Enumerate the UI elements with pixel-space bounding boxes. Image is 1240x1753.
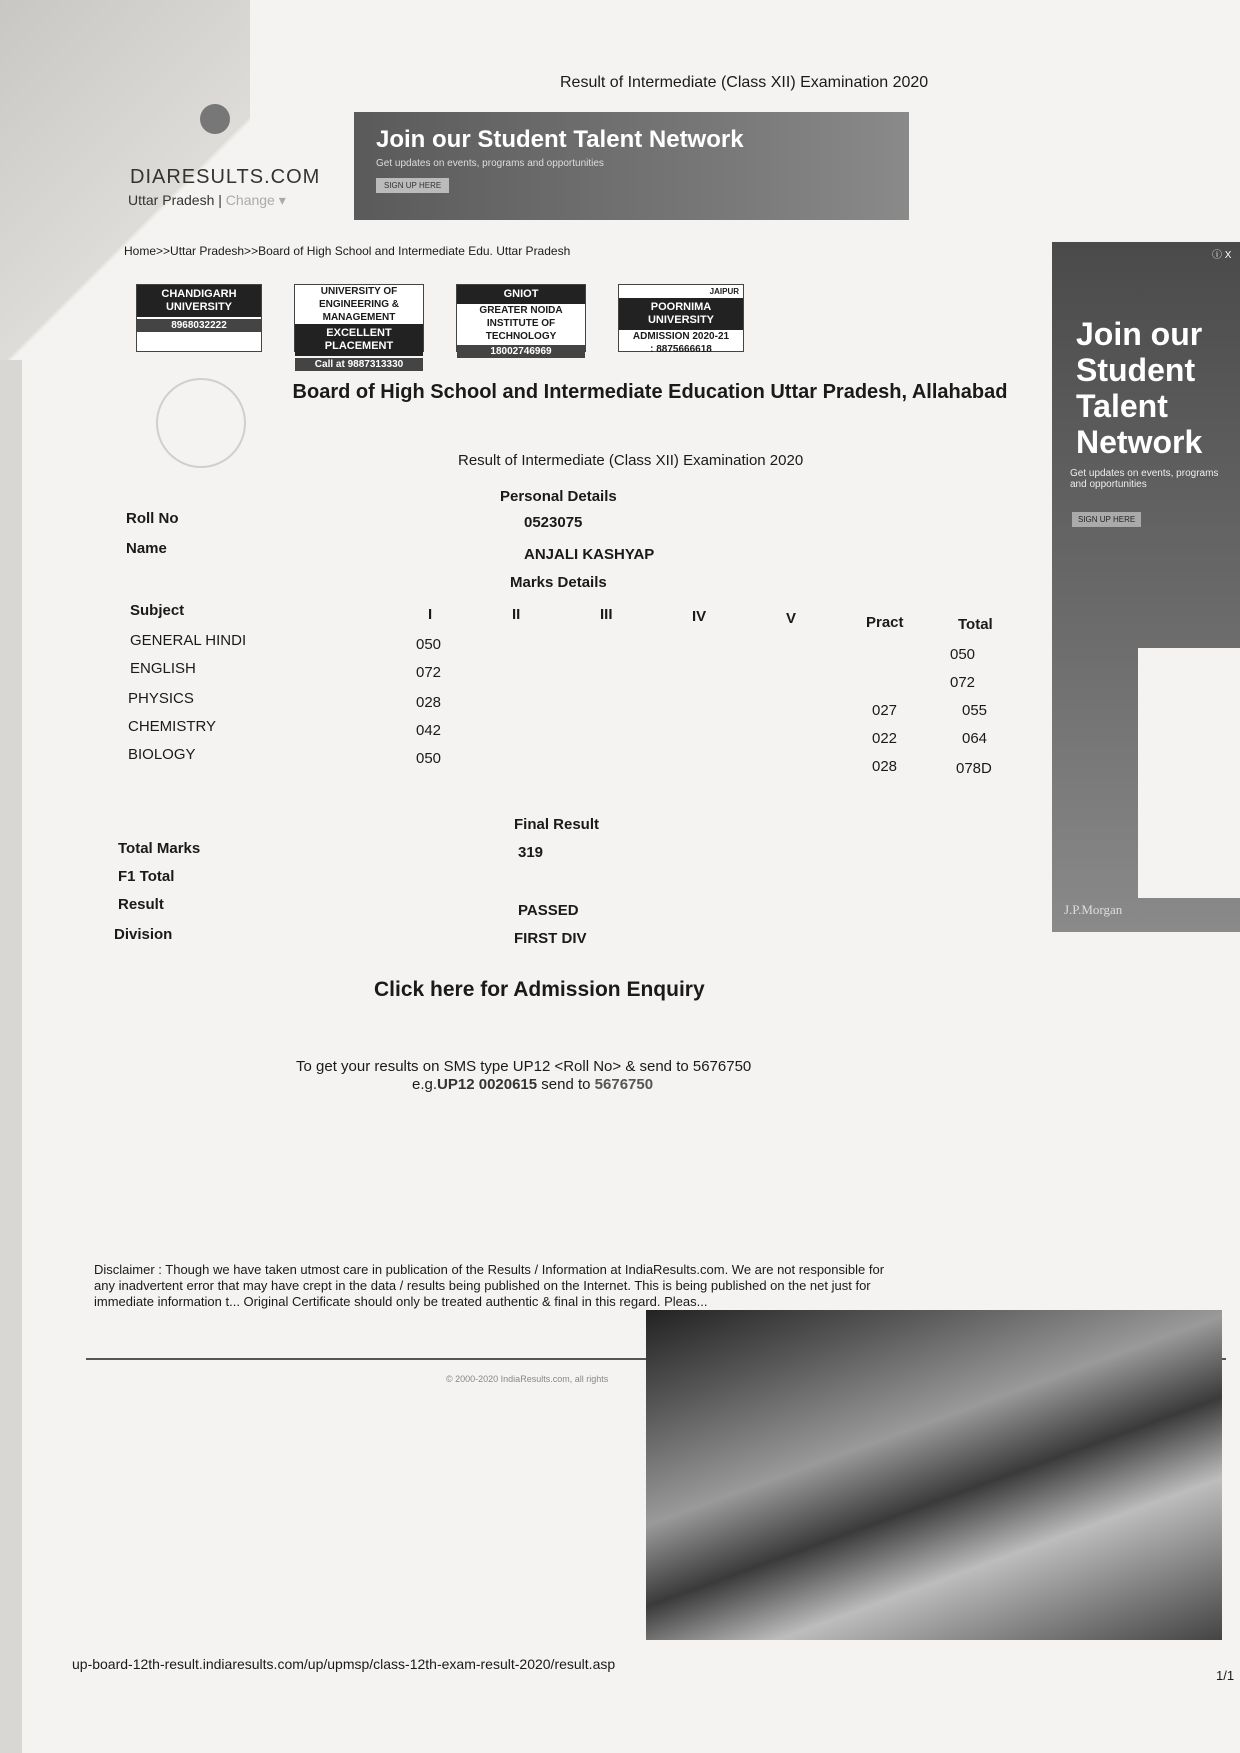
col-ii: II bbox=[512, 606, 521, 623]
ad-phone: : 8875666618 bbox=[650, 344, 712, 355]
result-value: PASSED bbox=[518, 902, 579, 919]
total-cell: 050 bbox=[950, 646, 976, 663]
total-cell: 072 bbox=[950, 674, 976, 691]
overlay-photo bbox=[646, 1310, 1222, 1640]
region-selector[interactable] bbox=[128, 192, 286, 209]
change-region-link[interactable]: Change ▾ bbox=[225, 192, 286, 208]
side-ad-signup-button[interactable]: SIGN UP HERE bbox=[1072, 512, 1141, 527]
sms-example-mid: send to bbox=[537, 1076, 595, 1093]
mark-i-cell: 028 bbox=[416, 694, 442, 711]
sms-example-number: 5676750 bbox=[594, 1076, 654, 1093]
ad-close-icon[interactable]: ⓘ X bbox=[1212, 250, 1232, 261]
mark-i-cell: 042 bbox=[416, 722, 442, 739]
total-cell: 078D bbox=[956, 760, 992, 777]
print-header-title: Result of Intermediate (Class XII) Examination 2020 bbox=[560, 74, 929, 91]
total-marks-value: 319 bbox=[518, 844, 544, 861]
board-emblem-icon bbox=[156, 378, 246, 468]
ad-name: CHANDIGARH UNIVERSITY bbox=[137, 285, 261, 317]
f1-total-label: F1 Total bbox=[118, 868, 175, 885]
admission-enquiry-link[interactable]: Click here for Admission Enquiry bbox=[374, 978, 705, 1001]
ad-city: JAIPUR bbox=[709, 287, 739, 296]
marks-details-heading: Marks Details bbox=[510, 574, 607, 591]
ad-phone: 18002746969 bbox=[457, 345, 585, 358]
subject-cell: CHEMISTRY bbox=[128, 718, 217, 735]
side-ad-title: Join our Student Talent Network bbox=[1076, 316, 1203, 460]
ad-uem[interactable] bbox=[294, 284, 424, 370]
ad-phone: Call at 9887313330 bbox=[295, 358, 423, 371]
site-logo[interactable]: DIARESULTS.COM bbox=[130, 166, 321, 188]
mark-i-cell: 050 bbox=[416, 750, 442, 767]
sms-example-prefix: e.g. bbox=[412, 1076, 438, 1093]
col-i: I bbox=[428, 606, 433, 623]
region-separator: | bbox=[218, 192, 222, 208]
exam-title: Result of Intermediate (Class XII) Examination 2020 bbox=[458, 452, 804, 469]
ad-name: GNIOT bbox=[457, 285, 585, 304]
col-subject: Subject bbox=[130, 602, 185, 619]
side-ad-brand: J.P.Morgan bbox=[1064, 902, 1123, 917]
result-label: Result bbox=[118, 896, 164, 913]
col-iv: IV bbox=[692, 608, 707, 625]
print-footer-url: up-board-12th-result.indiaresults.com/up/upmsp/class-12th-exam-result-2020/result.asp bbox=[72, 1656, 616, 1672]
name-value: ANJALI KASHYAP bbox=[524, 546, 655, 563]
disclaimer-text: Disclaimer : Though we have taken utmost care in publication of the Results / Information at IndiaResults.com. We are not responsible for any inadvertent error that may have crept in the data / results being published on the Internet. This is being published on the net just for immediate information t... Original Certificate should only be treated authentic & final in this regard. Pleas... bbox=[94, 1262, 885, 1309]
sms-instructions: To get your results on SMS type UP12 <Roll No> & send to 5676750 bbox=[296, 1058, 752, 1075]
division-value: FIRST DIV bbox=[514, 930, 587, 947]
col-total: Total bbox=[958, 616, 993, 633]
roll-no-value: 0523075 bbox=[524, 514, 583, 531]
pract-cell: 028 bbox=[872, 758, 898, 775]
ad-name: UNIVERSITY OF ENGINEERING & MANAGEMENT bbox=[318, 286, 399, 323]
pract-cell: 027 bbox=[872, 702, 898, 719]
banner-title: Join our Student Talent Network bbox=[376, 126, 744, 153]
ad-phone: 8968032222 bbox=[137, 319, 261, 332]
final-result-heading: Final Result bbox=[514, 816, 600, 833]
banner-subtitle: Get updates on events, programs and opportunities bbox=[376, 158, 604, 169]
sms-example bbox=[412, 1076, 653, 1093]
roll-no-label: Roll No bbox=[126, 510, 179, 527]
subject-cell: BIOLOGY bbox=[128, 746, 196, 763]
board-title: Board of High School and Intermediate Education Uttar Pradesh, Allahabad bbox=[292, 381, 1008, 403]
total-marks-label: Total Marks bbox=[118, 840, 201, 857]
name-label: Name bbox=[126, 540, 167, 557]
total-cell: 064 bbox=[962, 730, 988, 747]
ad-line: GREATER NOIDA INSTITUTE OF TECHNOLOGY bbox=[479, 305, 563, 342]
region-label: Uttar Pradesh bbox=[128, 192, 215, 208]
ad-line: ADMISSION 2020-21 bbox=[632, 331, 730, 342]
page-blank-area bbox=[1138, 648, 1240, 898]
side-ad-subtitle: Get updates on events, programs and opportunities bbox=[1070, 468, 1219, 490]
subject-cell: ENGLISH bbox=[130, 660, 196, 677]
breadcrumb[interactable]: Home>>Uttar Pradesh>>Board of High School and Intermediate Edu. Uttar Pradesh bbox=[124, 244, 571, 258]
banner-signup-button[interactable]: SIGN UP HERE bbox=[376, 178, 449, 193]
talent-network-banner[interactable] bbox=[354, 112, 909, 220]
mark-i-cell: 050 bbox=[416, 636, 442, 653]
copyright-text: © 2000-2020 IndiaResults.com, all rights bbox=[446, 1374, 609, 1384]
col-v: V bbox=[786, 610, 797, 627]
total-cell: 055 bbox=[962, 702, 988, 719]
subject-cell: PHYSICS bbox=[128, 690, 194, 707]
division-label: Division bbox=[114, 926, 173, 943]
sms-example-code: UP12 0020615 bbox=[437, 1076, 538, 1093]
ad-name: POORNIMA UNIVERSITY bbox=[619, 298, 743, 330]
ad-line: EXCELLENT PLACEMENT bbox=[295, 324, 423, 356]
pract-cell: 022 bbox=[872, 730, 898, 747]
ad-gniot[interactable] bbox=[456, 284, 586, 357]
col-pract: Pract bbox=[866, 614, 904, 631]
print-footer-page: 1/1 bbox=[1216, 1668, 1235, 1683]
subject-cell: GENERAL HINDI bbox=[130, 632, 247, 649]
globe-icon bbox=[200, 104, 230, 134]
ad-poornima-university[interactable] bbox=[618, 284, 744, 355]
mark-i-cell: 072 bbox=[416, 664, 442, 681]
col-iii: III bbox=[600, 606, 613, 623]
personal-details-heading: Personal Details bbox=[500, 488, 617, 505]
ad-chandigarh-university[interactable] bbox=[136, 284, 262, 352]
